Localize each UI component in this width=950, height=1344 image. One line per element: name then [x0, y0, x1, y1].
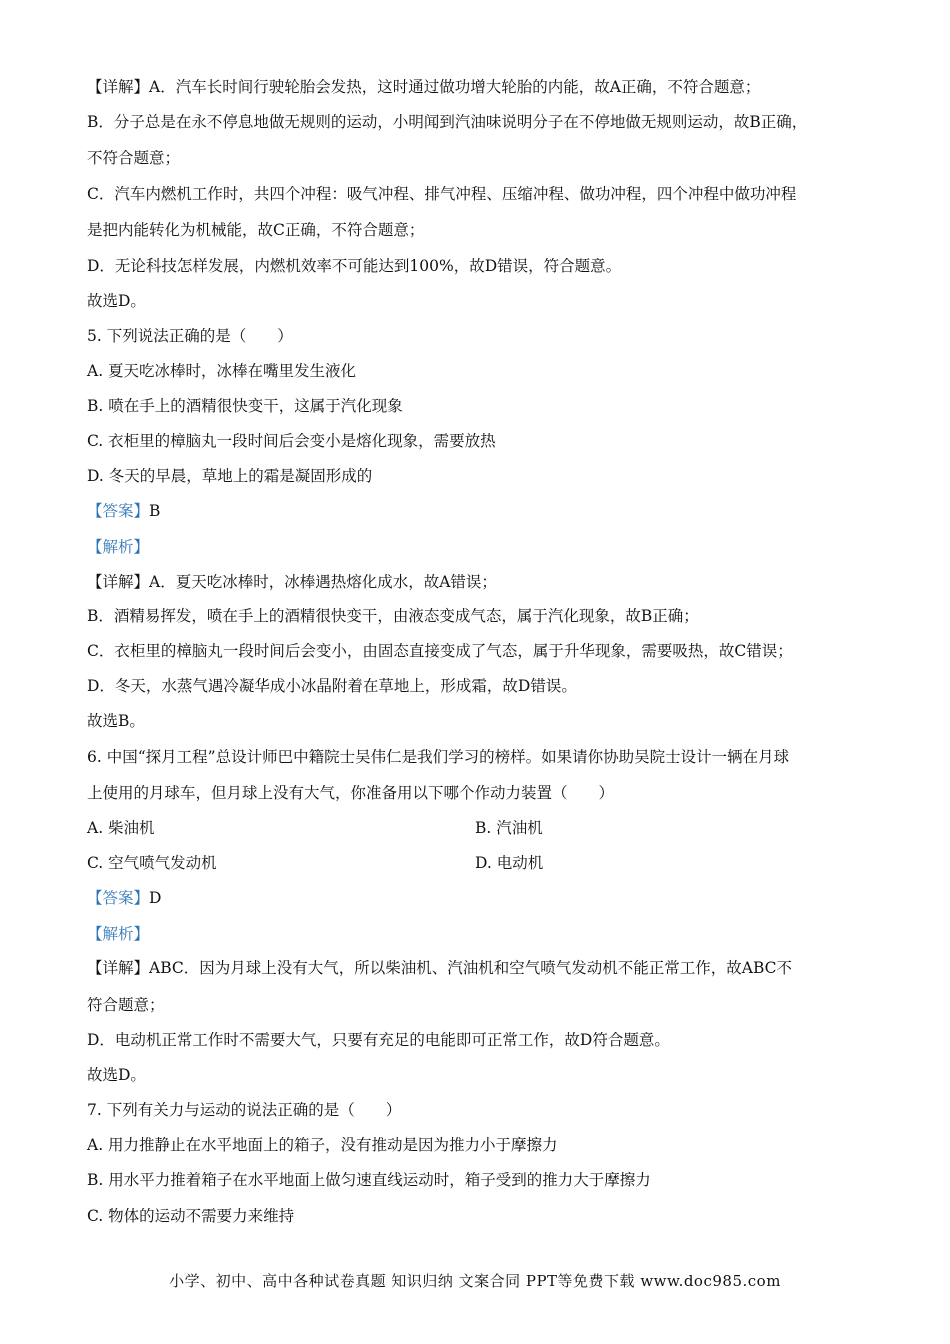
q5-option-a: A. 夏天吃冰棒时，冰棒在嘴里发生液化 — [87, 362, 357, 380]
q4-detail-b: B．分子总是在永不停息地做无规则的运动，小明闻到汽油味说明分子在不停地做无规则运动，故B正确， — [87, 113, 808, 131]
q6-conclusion: 故选D。 — [87, 1066, 146, 1084]
detail-label: 【详解】 — [87, 78, 150, 96]
q4-detail-a: 【详解】A．汽车长时间行驶轮胎会发热，这时通过做功增大轮胎的内能，故A正确，不符合题意； — [87, 78, 761, 96]
q6-option-d: D. 电动机 — [475, 854, 544, 872]
answer-value: B — [149, 502, 161, 520]
q4-conclusion: 故选D。 — [87, 292, 146, 310]
q7-option-c: C. 物体的运动不需要力来维持 — [87, 1207, 295, 1225]
q6-answer — [87, 888, 161, 908]
q4-detail-d: D．无论科技怎样发展，内燃机效率不可能达到100%，故D错误，符合题意。 — [87, 257, 622, 275]
q7-option-b: B. 用水平力推着箱子在水平地面上做匀速直线运动时，箱子受到的推力大于摩擦力 — [87, 1171, 651, 1189]
q6-detail-abc: 【详解】ABC．因为月球上没有大气，所以柴油机、汽油机和空气喷气发动机不能正常工作，故ABC不 — [87, 959, 792, 977]
q4-detail-c-cont: 是把内能转化为机械能，故C正确，不符合题意； — [87, 221, 425, 239]
page-footer: 小学、初中、高中各种试卷真题 知识归纳 文案合同 PPT等免费下载 www.doc985.com — [169, 1272, 781, 1290]
q5-option-b: B. 喷在手上的酒精很快变干，这属于汽化现象 — [87, 397, 403, 415]
q6-detail-d: D．电动机正常工作时不需要大气，只要有充足的电能即可正常工作，故D符合题意。 — [87, 1031, 670, 1049]
q5-option-d: D. 冬天的早晨，草地上的霜是凝固形成的 — [87, 467, 373, 485]
q6-analysis-label: 【解析】 — [87, 925, 150, 943]
q6-stem-cont: 上使用的月球车，但月球上没有大气，你准备用以下哪个作动力装置（ ） — [87, 784, 615, 802]
q5-detail-d: D．冬天，水蒸气遇冷凝华成小冰晶附着在草地上，形成霜，故D错误。 — [87, 677, 577, 695]
q5-analysis-label: 【解析】 — [87, 538, 150, 556]
q5-detail-b: B．酒精易挥发，喷在手上的酒精很快变干，由液态变成气态，属于汽化现象，故B正确； — [87, 607, 699, 625]
q5-option-c: C. 衣柜里的樟脑丸一段时间后会变小是熔化现象，需要放热 — [87, 432, 496, 450]
answer-label: 【答案】 — [87, 502, 150, 520]
q6-stem: 6. 中国“探月工程”总设计师巴中籍院士吴伟仁是我们学习的榜样。如果请你协助吴院士设计一辆在月球 — [87, 748, 790, 766]
q4-detail-c: C．汽车内燃机工作时，共四个冲程：吸气冲程、排气冲程、压缩冲程、做功冲程，四个冲程中做功冲程 — [87, 185, 797, 203]
detail-label: 【详解】 — [87, 959, 150, 977]
q5-stem: 5. 下列说法正确的是（ ） — [87, 327, 293, 345]
q6-option-c: C. 空气喷气发动机 — [87, 854, 217, 872]
q7-option-a: A. 用力推静止在水平地面上的箱子，没有推动是因为推力小于摩擦力 — [87, 1136, 558, 1154]
q5-detail-c: C．衣柜里的樟脑丸一段时间后会变小，由固态直接变成了气态，属于升华现象，需要吸热，故C错误； — [87, 642, 793, 660]
q6-option-b: B. 汽油机 — [475, 819, 543, 837]
answer-value: D — [149, 889, 162, 907]
answer-label: 【答案】 — [87, 889, 150, 907]
q4-detail-b-cont: 不符合题意； — [87, 149, 181, 167]
q7-stem: 7. 下列有关力与运动的说法正确的是（ ） — [87, 1101, 402, 1119]
q6-option-a: A. 柴油机 — [87, 819, 155, 837]
q5-answer — [87, 501, 160, 521]
q5-detail-a: 【详解】A．夏天吃冰棒时，冰棒遇热熔化成水，故A错误； — [87, 573, 497, 591]
detail-label: 【详解】 — [87, 573, 150, 591]
q6-detail-abc-cont: 符合题意； — [87, 996, 165, 1014]
q5-conclusion: 故选B。 — [87, 712, 145, 730]
